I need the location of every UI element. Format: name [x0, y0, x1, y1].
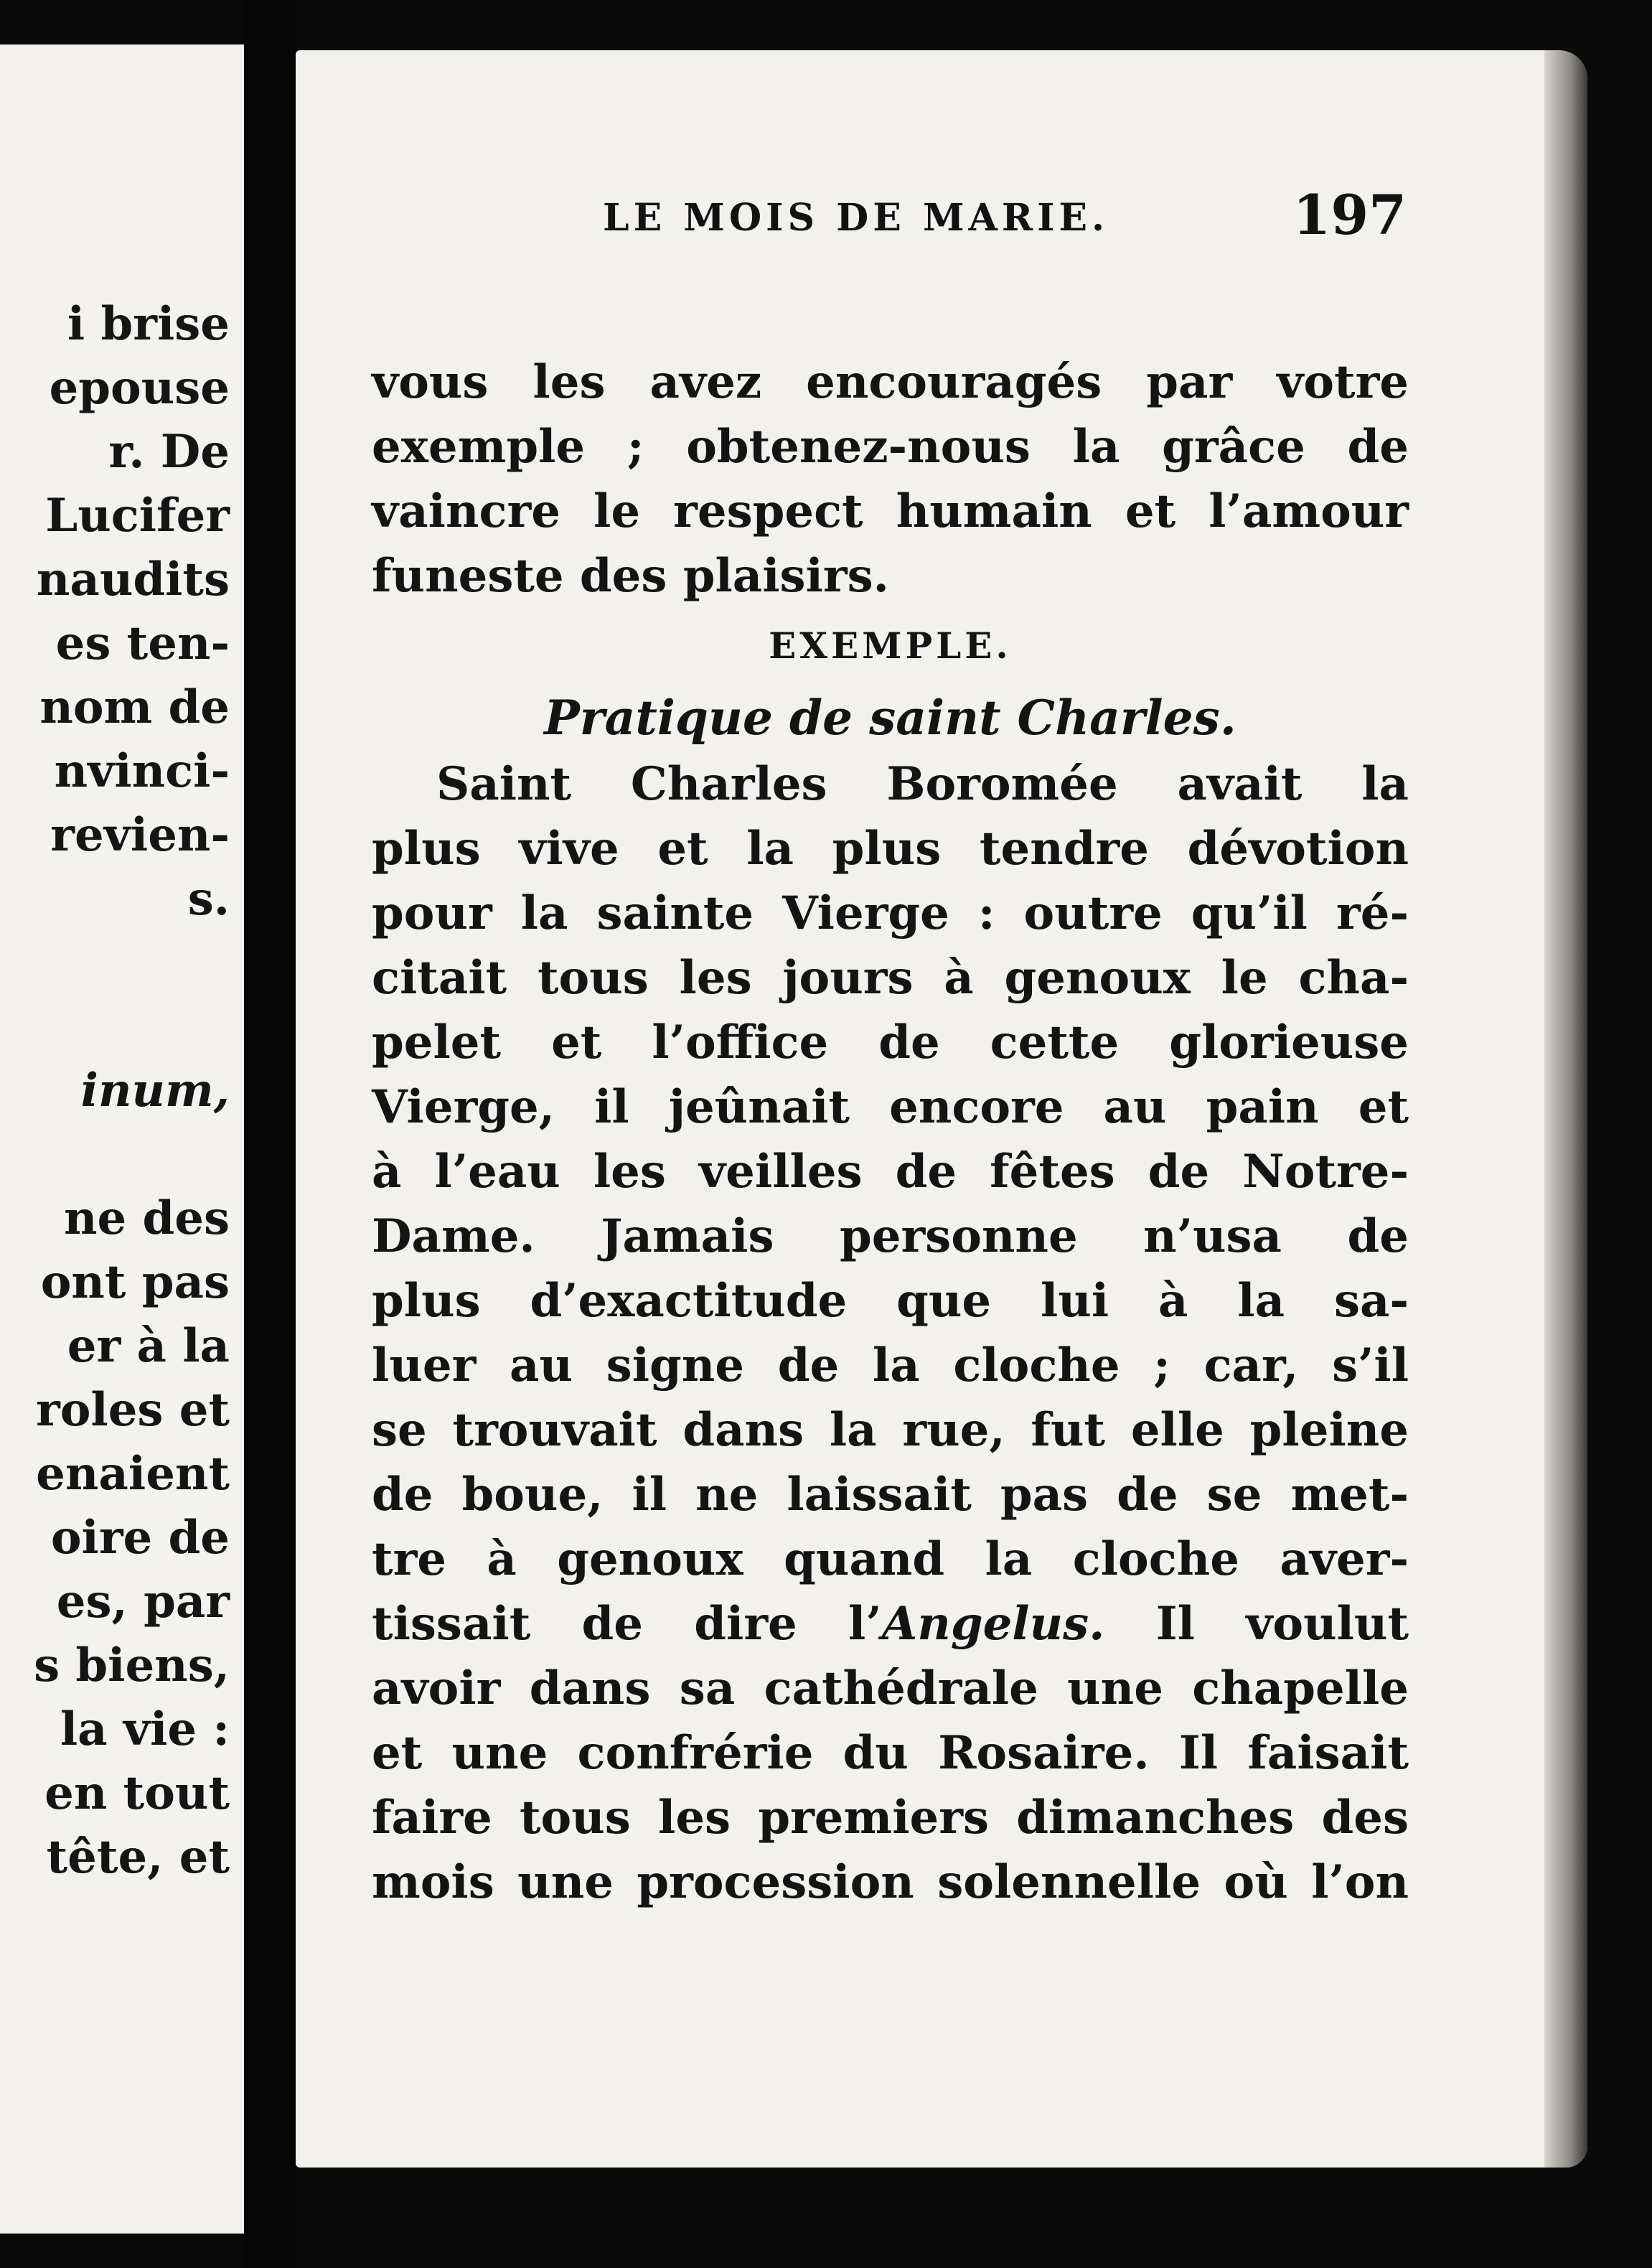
facing-line: ont pas [40, 1255, 230, 1309]
facing-line: ne des [63, 1191, 230, 1245]
facing-line: s biens, [34, 1639, 230, 1692]
facing-blank-line [34, 1123, 230, 1186]
facing-blank-line [34, 995, 230, 1059]
text-line: plus d’exactitude que lui à la sa- [372, 1274, 1409, 1328]
paragraph-first-line: Saint Charles Boromée avait la [436, 757, 1409, 811]
facing-line: epouse [49, 361, 230, 415]
angelus-line-end: Il voulut [1155, 1597, 1409, 1651]
text-line: et une confrérie du Rosaire. Il faisait [372, 1726, 1409, 1780]
text-line: Vierge, il jeûnait encore au pain et [372, 1080, 1409, 1134]
body-text [372, 350, 1409, 1915]
page-number: 197 [1292, 183, 1407, 247]
running-head [309, 183, 1407, 255]
text-line: citait tous les jours à genoux le cha- [372, 951, 1409, 1005]
facing-line: es, par [56, 1575, 230, 1629]
text-line: pelet et l’office de cette glorieuse [372, 1016, 1409, 1069]
page-edge-shadow [1544, 50, 1587, 2168]
book-gutter [244, 0, 296, 2268]
text-line: exemple ; obtenez-nous la grâce de [372, 420, 1409, 474]
text-line: pour la sainte Vierge : outre qu’il ré- [372, 886, 1409, 940]
facing-page-left [0, 44, 244, 2234]
angelus-word: Angelus. [881, 1597, 1105, 1651]
text-line: se trouvait dans la rue, fut elle pleine [372, 1403, 1409, 1457]
text-line: plus vive et la plus tendre dévotion [372, 822, 1409, 876]
text-line: faire tous les premiers dimanches des [372, 1791, 1409, 1845]
facing-line: s. [187, 872, 230, 926]
text-line: avoir dans sa cathédrale une chapelle [372, 1662, 1409, 1715]
text-line: vaincre le respect humain et l’amour [372, 484, 1409, 538]
facing-line: Lucifer [45, 489, 230, 543]
facing-line: nvinci- [54, 744, 230, 798]
facing-line: en tout [44, 1766, 230, 1820]
text-line: tre à genoux quand la cloche aver- [372, 1532, 1409, 1586]
text-line: funeste des plaisirs. [372, 549, 889, 603]
facing-line: es ten- [55, 617, 230, 670]
facing-line: er à la [67, 1319, 230, 1373]
facing-page-text [34, 292, 230, 1889]
text-line: de boue, il ne laissait pas de se met- [372, 1468, 1409, 1522]
text-line: Dame. Jamais personne n’usa de [372, 1209, 1409, 1263]
facing-line: inum, [80, 1064, 230, 1117]
facing-line: la vie : [60, 1702, 230, 1756]
facing-line: tête, et [46, 1830, 230, 1884]
text-line-angelus [372, 1592, 1409, 1657]
facing-blank-line [34, 931, 230, 995]
section-heading: EXEMPLE. [769, 624, 1012, 667]
text-line: mois une procession solennelle où l’on [372, 1855, 1409, 1909]
facing-line: enaient [36, 1447, 230, 1501]
running-title: LE MOIS DE MARIE. [603, 196, 1109, 240]
facing-line: oire de [50, 1511, 230, 1565]
facing-line: revien- [50, 808, 230, 862]
facing-line: r. De [108, 425, 230, 479]
facing-line: i brise [67, 297, 230, 351]
text-line: vous les avez encouragés par votre [372, 355, 1409, 409]
text-line: luer au signe de la cloche ; car, s’il [372, 1339, 1409, 1392]
facing-line: roles et [35, 1383, 230, 1437]
angelus-line-start: tissait de dire l’ [372, 1597, 882, 1651]
text-line: à l’eau les veilles de fêtes de Notre- [372, 1145, 1409, 1199]
facing-line: naudits [36, 553, 230, 606]
section-subtitle: Pratique de saint Charles. [544, 690, 1236, 746]
facing-line: nom de [39, 680, 230, 734]
